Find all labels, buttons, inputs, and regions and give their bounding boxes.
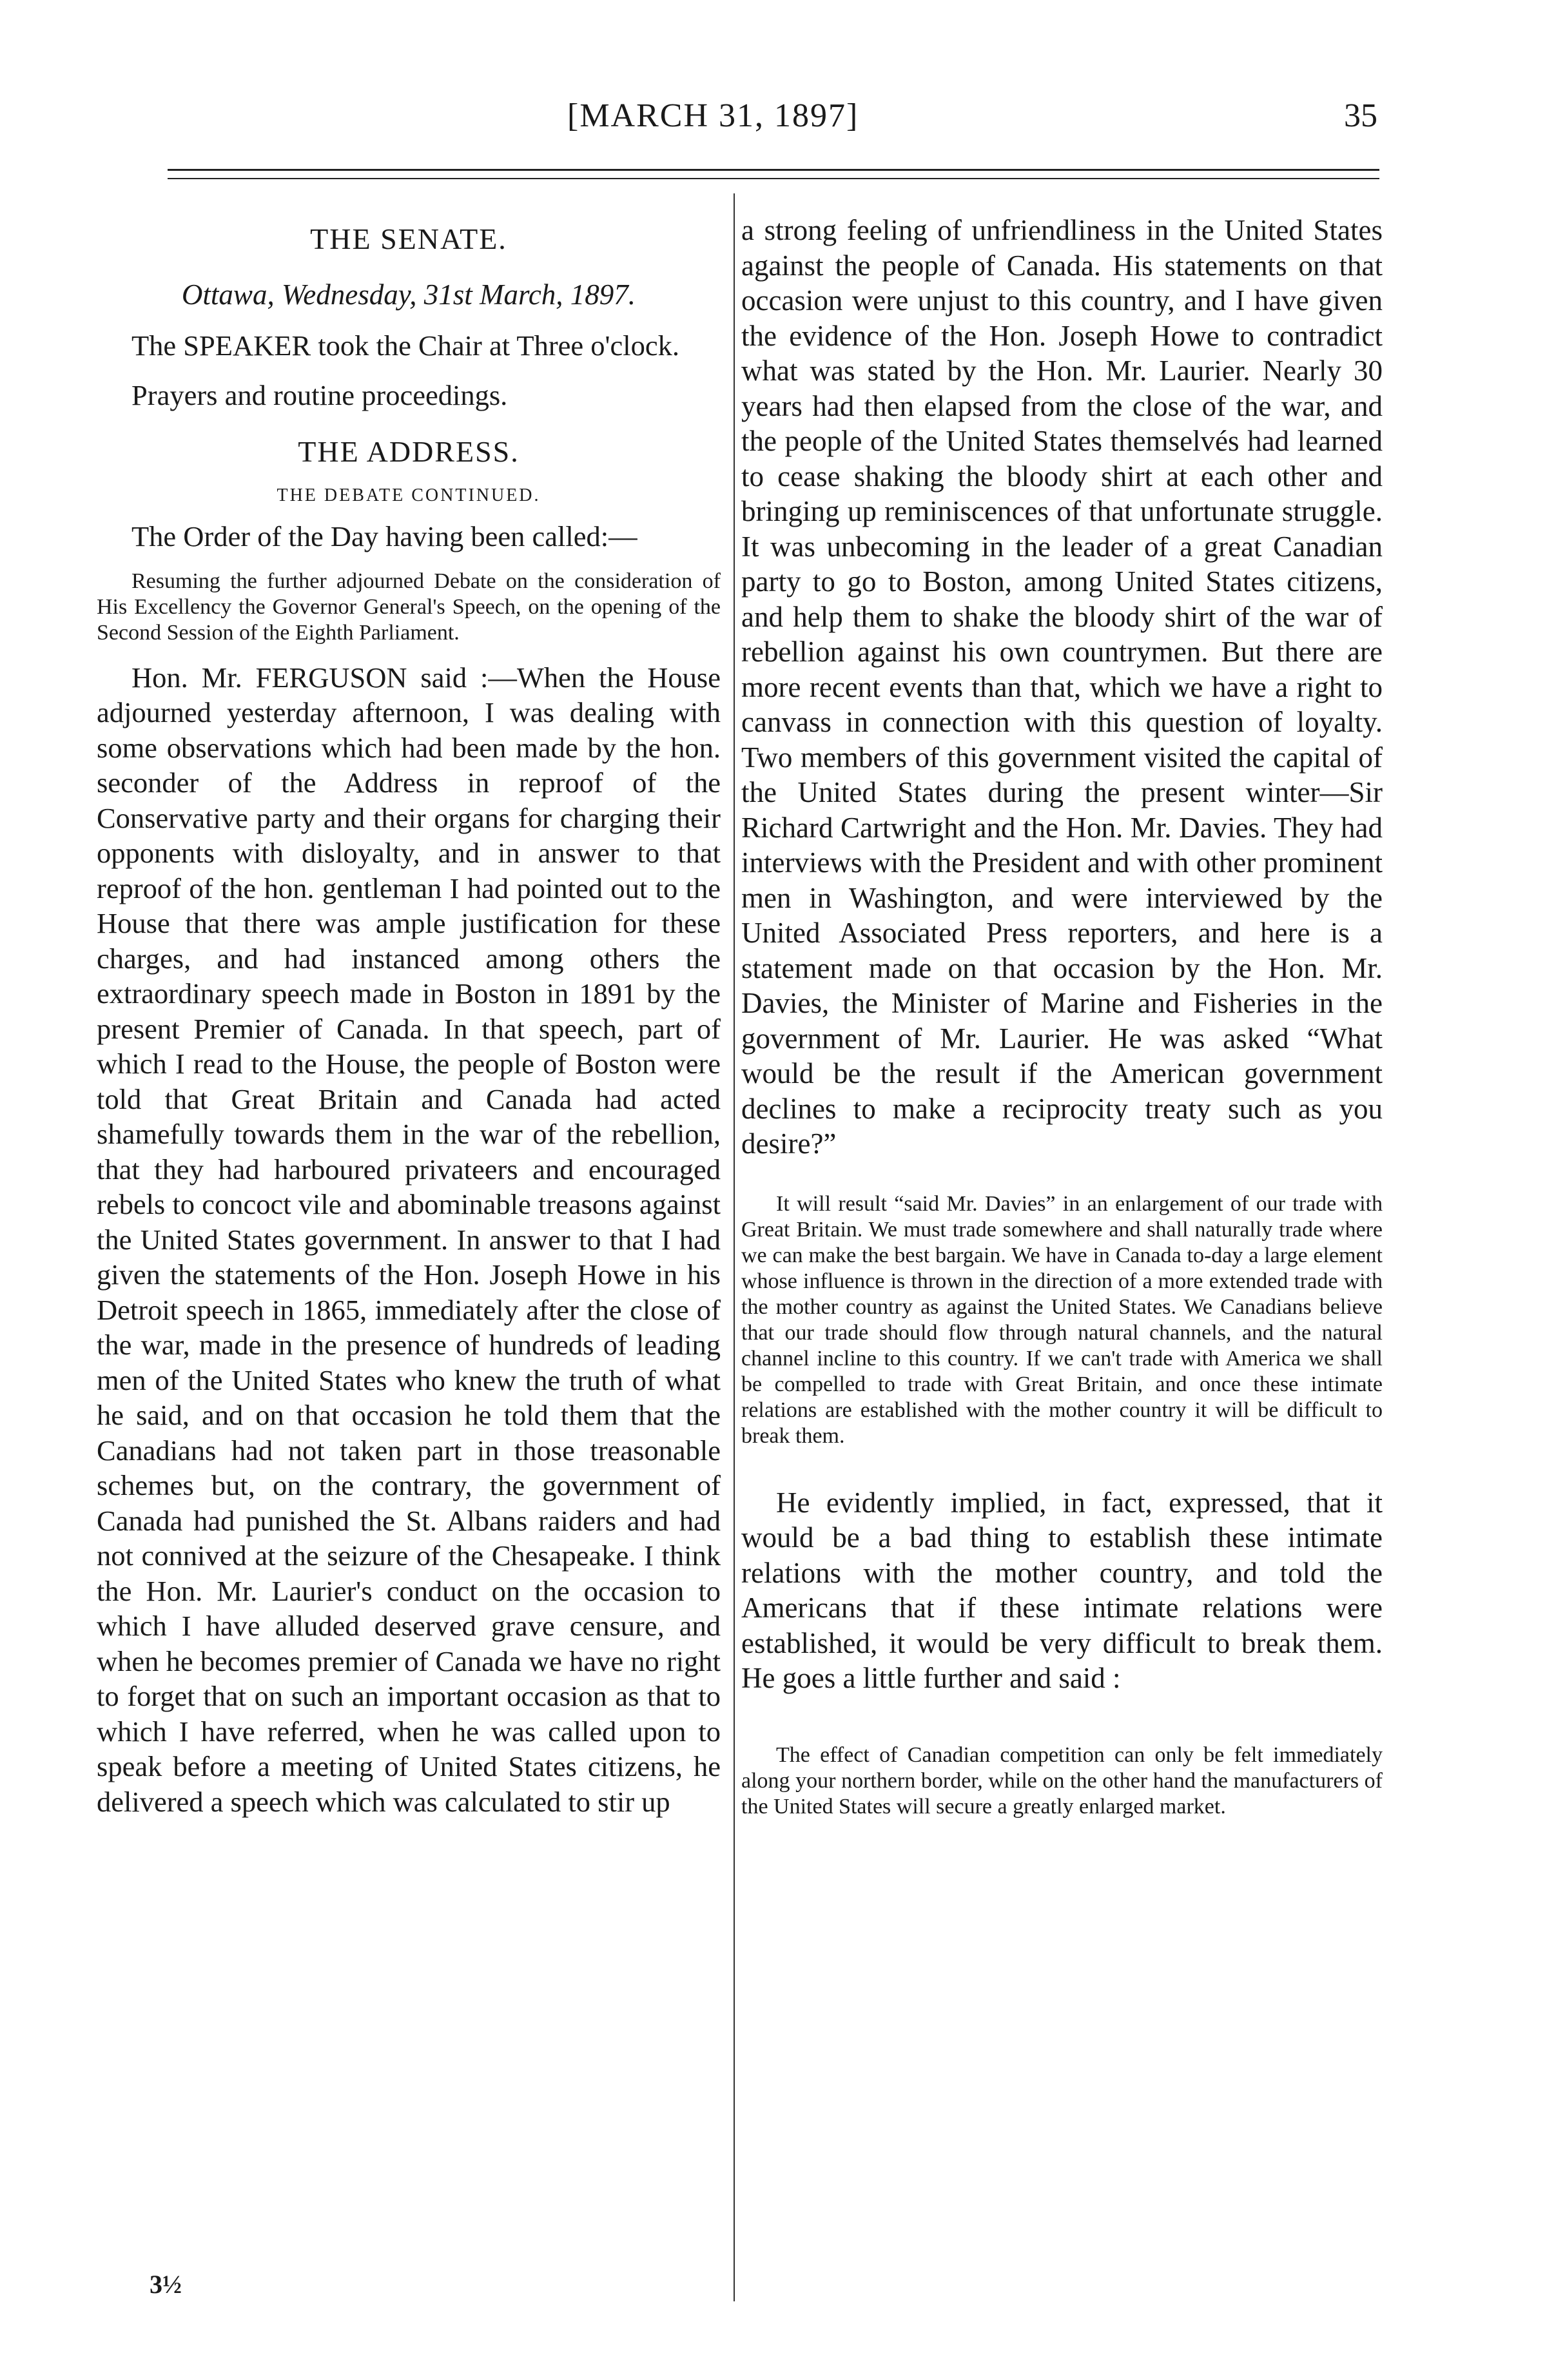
order-of-day: The Order of the Day having been called:— [131, 520, 637, 552]
signature-mark: 3½ [150, 2270, 182, 2299]
resuming-motion: Resuming the further adjourned Debate on the consideration of His Excellency the Governor General's Speech, on the opening of the Second Session of the Eighth Parliament. [97, 569, 721, 645]
address-heading: THE ADDRESS. [298, 435, 520, 468]
page-number: 35 [1344, 97, 1377, 134]
davies-quote: It will result “said Mr. Davies” in an enlargement of our trade with Great Britain. We must trade somewhere and shall naturally trade where we can make the best bargain. We have in Canada to-day a large element whose influence is thrown in the direction of a more extended trade with the mother country as against the United States. We Canadians believe that our trade should flow through natural channels, and the natural channel incline to this country. If we can't trade with America we shall be compelled to trade with Great Britain, and once these intimate relations are established with the mother country it will be difficult to break them. [741, 1191, 1383, 1448]
column-divider [734, 193, 735, 2301]
dateline: Ottawa, Wednesday, 31st March, 1897. [181, 278, 636, 311]
speaker-paragraph: The SPEAKER took the Chair at Three o'clock. [131, 329, 680, 362]
left-column [97, 213, 721, 1819]
prayers-paragraph: Prayers and routine proceedings. [131, 378, 508, 411]
header-date: [MARCH 31, 1897] [567, 97, 859, 134]
page-header [0, 97, 1556, 155]
header-rule-top [168, 169, 1379, 171]
debate-subheading: THE DEBATE CONTINUED. [277, 485, 541, 505]
header-rule-bottom [168, 178, 1379, 179]
right-paragraph-1: a strong feeling of unfriendliness in the United States against the people of Canada. His statements on that occasion were unjust to this country, and I have given the evidence of the Hon. Joseph Howe to contradict what was stated by the Hon. Mr. Laurier. Nearly 30 years had then elapsed from the close of the war, and the people of the United States themselvés had learned to cease shaking the bloody shirt at each other and bringing up reminiscences of that unfortunate struggle. It was unbecoming in the leader of a great Canadian party to go to Boston, among United States citizens, and help them to shake the bloody shirt of the war of rebellion against his own countrymen. But there are more recent events than that, which we have a right to canvass in connection with this question of loyalty. Two members of this government visited the capital of the United States during the present winter—Sir Richard Cartwright and the Hon. Mr. Davies. They had interviews with the President and with other prominent men in Washington, and were interviewed by the United Associated Press reporters, and here is a statement made on that occasion by the Hon. Mr. Davies, the Minister of Marine and Fisheries in the government of Mr. Laurier. He was asked “What would be the result if the American government declines to make a reciprocity treaty such as you desire?” [741, 214, 1383, 1160]
ferguson-speech: Hon. Mr. FERGUSON said :—When the House adjourned yesterday afternoon, I was dealing with some observations which had been made by the hon. seconder of the Address in reproof of the Conservative party and their organs for charging their opponents with disloyalty, and in answer to that reproof of the hon. gentleman I had pointed out to the House that there was ample justification for these charges, and had instanced among others the extraordinary speech made in Boston in 1891 by the present Premier of Canada. In that speech, part of which I read to the House, the people of Boston were told that Great Britain and Canada had acted shamefully towards them in the war of the rebellion, that they had harboured privateers and encouraged rebels to concoct vile and abominable treasons against the United States government. In answer to that I had given the statements of the Hon. Joseph Howe in his Detroit speech in 1865, immediately after the close of the war, made in the presence of hundreds of leading men of the United States who knew the truth of what he said, and on that occasion he told them that the Canadians had not taken part in those treasonable schemes but, on the contrary, the government of Canada had punished the St. Albans raiders and had not connived at the seizure of the Chesapeake. I think the Hon. Mr. Laurier's conduct on the occasion to which I have alluded deserved grave censure, and when he becomes premier of Canada we have no right to forget that on such an important occasion as that to which I have referred, when he was called upon to speak before a meeting of United States citizens, he delivered a speech which was calculated to stir up [97, 661, 721, 1818]
competition-quote: The effect of Canadian competition can only be felt immediately along your northern border, while on the other hand the manufacturers of the United States will secure a greatly enlarged market. [741, 1742, 1383, 1819]
senate-heading: THE SENATE. [310, 222, 507, 255]
right-column [741, 213, 1383, 1820]
right-paragraph-2: He evidently implied, in fact, expressed, that it would be a bad thing to establish these intimate relations with the mother country, and told the Americans that if these intimate relations were established, it would be very difficult to break them. He goes a little further and said : [741, 1486, 1383, 1694]
